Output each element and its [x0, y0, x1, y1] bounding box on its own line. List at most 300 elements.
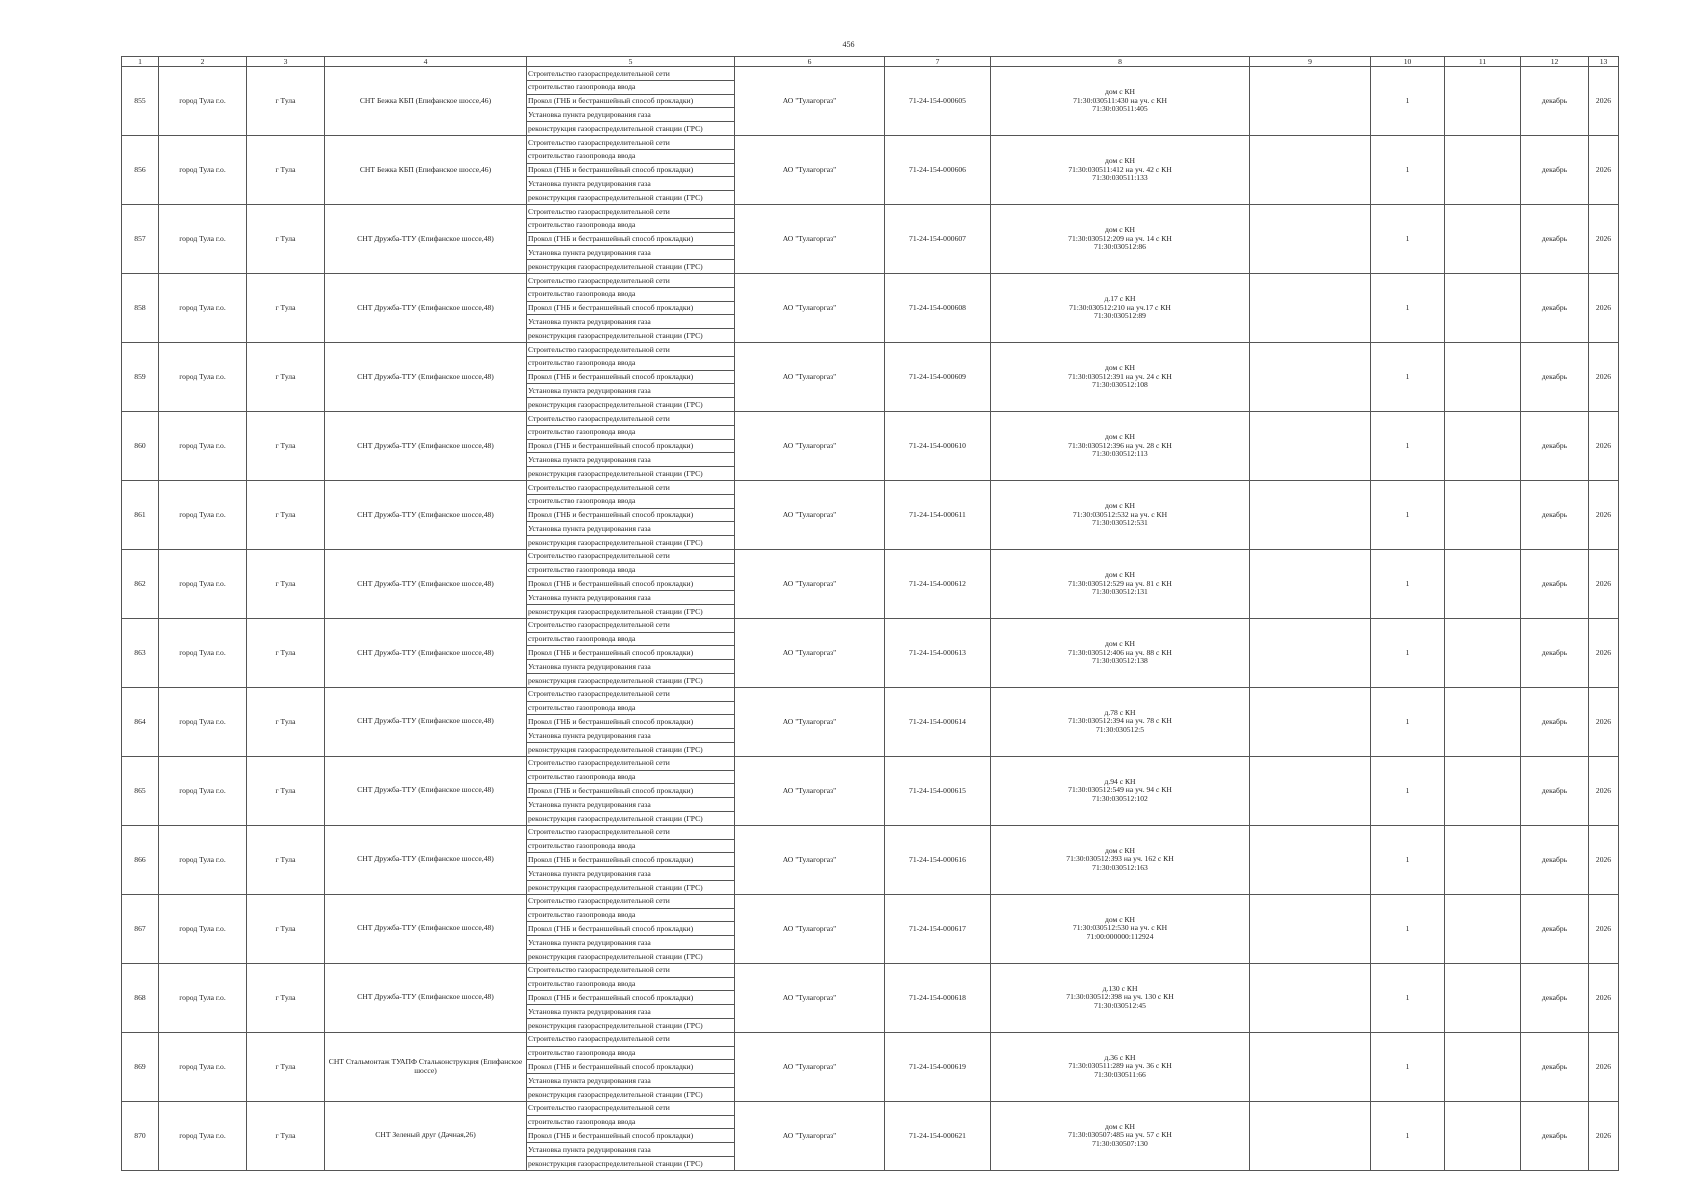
cadastral-line: дом с КН — [1104, 155, 1136, 165]
work-type-cell: Прокол (ГНБ и бестраншейный способ прокладки) — [527, 784, 735, 798]
month-cell: декабрь — [1521, 894, 1589, 963]
row-number-cell: 857 — [122, 204, 159, 273]
work-type-cell: Установка пункта редуцирования газа — [527, 660, 735, 674]
column-9-cell — [1250, 549, 1371, 618]
work-type-cell: Строительство газораспределительной сети — [527, 756, 735, 770]
work-type-cell: строительство газопровода ввода — [527, 977, 735, 991]
column-9-cell — [1250, 756, 1371, 825]
application-code-cell: 71-24-154-000614 — [885, 687, 991, 756]
column-number-header: 7 — [885, 57, 991, 67]
cadastral-line: дом с КН — [1104, 431, 1136, 441]
cadastral-line: дом с КН — [1104, 845, 1136, 855]
locality-cell: г Тула — [247, 135, 325, 204]
object-name-cell: СНТ Дружба-ТТУ (Епифанское шоссе,48) — [325, 894, 527, 963]
work-type-cell: Установка пункта редуцирования газа — [527, 522, 735, 536]
organization-cell: АО "Тулагоргаз" — [735, 549, 885, 618]
row-number-cell: 870 — [122, 1101, 159, 1170]
cadastral-line: 71:30:030511:430 на уч. с КН — [1073, 95, 1167, 105]
work-type-cell: Прокол (ГНБ и бестраншейный способ прокладки) — [527, 232, 735, 246]
month-cell: декабрь — [1521, 756, 1589, 825]
application-code-cell: 71-24-154-000612 — [885, 549, 991, 618]
year-cell: 2026 — [1589, 1032, 1619, 1101]
district-cell: город Тула г.о. — [159, 273, 247, 342]
count-cell: 1 — [1371, 67, 1445, 136]
month-cell: декабрь — [1521, 480, 1589, 549]
locality-cell: г Тула — [247, 1032, 325, 1101]
column-number-header: 9 — [1250, 57, 1371, 67]
work-type-cell: Установка пункта редуцирования газа — [527, 729, 735, 743]
organization-cell: АО "Тулагоргаз" — [735, 618, 885, 687]
work-type-cell: Установка пункта редуцирования газа — [527, 1074, 735, 1088]
work-type-cell: Прокол (ГНБ и бестраншейный способ прокладки) — [527, 370, 735, 384]
work-type-cell: Строительство газораспределительной сети — [527, 1032, 735, 1046]
work-type-cell: Установка пункта редуцирования газа — [527, 867, 735, 881]
column-9-cell — [1250, 687, 1371, 756]
table-row — [122, 963, 1619, 977]
count-cell: 1 — [1371, 480, 1445, 549]
cadastral-cell — [991, 549, 1250, 618]
cadastral-cell — [991, 480, 1250, 549]
work-type-cell: реконструкция газораспределительной станции (ГРС) — [527, 191, 735, 205]
cadastral-cell — [991, 687, 1250, 756]
column-11-cell — [1445, 411, 1521, 480]
month-cell: декабрь — [1521, 67, 1589, 136]
count-cell: 1 — [1371, 894, 1445, 963]
cadastral-line: дом с КН — [1104, 914, 1136, 924]
district-cell: город Тула г.о. — [159, 1101, 247, 1170]
month-cell: декабрь — [1521, 618, 1589, 687]
cadastral-cell — [991, 894, 1250, 963]
cadastral-line: д.78 с КН — [1104, 707, 1136, 717]
work-type-cell: реконструкция газораспределительной станции (ГРС) — [527, 1087, 735, 1101]
table-body — [122, 67, 1619, 1171]
table-row — [122, 1101, 1619, 1115]
application-code-cell: 71-24-154-000619 — [885, 1032, 991, 1101]
cadastral-line: 71:30:030512:406 на уч. 88 с КН — [1068, 647, 1172, 657]
locality-cell: г Тула — [247, 825, 325, 894]
year-cell: 2026 — [1589, 618, 1619, 687]
cadastral-line: 71:30:030512:113 — [1092, 449, 1148, 459]
object-name-cell: СНТ Бежка КБП (Епифанское шоссе,46) — [325, 67, 527, 136]
district-cell: город Тула г.о. — [159, 480, 247, 549]
object-name-cell: СНТ Дружба-ТТУ (Епифанское шоссе,48) — [325, 756, 527, 825]
work-type-cell: Прокол (ГНБ и бестраншейный способ прокладки) — [527, 853, 735, 867]
row-number-cell: 863 — [122, 618, 159, 687]
year-cell: 2026 — [1589, 411, 1619, 480]
cadastral-line: д.94 с КН — [1104, 776, 1136, 786]
organization-cell: АО "Тулагоргаз" — [735, 825, 885, 894]
work-type-cell: Установка пункта редуцирования газа — [527, 384, 735, 398]
work-type-cell: строительство газопровода ввода — [527, 1046, 735, 1060]
column-11-cell — [1445, 1101, 1521, 1170]
cadastral-line: 71:30:030512:108 — [1092, 380, 1148, 390]
gasification-registry-table — [121, 56, 1619, 1171]
month-cell: декабрь — [1521, 549, 1589, 618]
year-cell: 2026 — [1589, 963, 1619, 1032]
work-type-cell: строительство газопровода ввода — [527, 425, 735, 439]
year-cell: 2026 — [1589, 204, 1619, 273]
object-name-cell: СНТ Дружба-ТТУ (Епифанское шоссе,48) — [325, 411, 527, 480]
cadastral-line: 71:30:030507:130 — [1092, 1139, 1148, 1149]
work-type-cell: Установка пункта редуцирования газа — [527, 591, 735, 605]
work-type-cell: Установка пункта редуцирования газа — [527, 453, 735, 467]
row-number-cell: 864 — [122, 687, 159, 756]
locality-cell: г Тула — [247, 894, 325, 963]
locality-cell: г Тула — [247, 549, 325, 618]
cadastral-line: дом с КН — [1104, 86, 1136, 96]
row-number-cell: 858 — [122, 273, 159, 342]
cadastral-line: 71:30:030511:412 на уч. 42 с КН — [1068, 164, 1172, 174]
month-cell: декабрь — [1521, 963, 1589, 1032]
work-type-cell: реконструкция газораспределительной станции (ГРС) — [527, 467, 735, 481]
locality-cell: г Тула — [247, 411, 325, 480]
cadastral-line: 71:30:030512:398 на уч. 130 с КН — [1066, 992, 1174, 1002]
work-type-cell: Строительство газораспределительной сети — [527, 825, 735, 839]
column-9-cell — [1250, 135, 1371, 204]
column-number-header: 3 — [247, 57, 325, 67]
work-type-cell: строительство газопровода ввода — [527, 494, 735, 508]
object-name-cell: СНТ Стальмонтаж ТУАПФ Стальконструкция (Епифанское шоссе) — [325, 1032, 527, 1101]
year-cell: 2026 — [1589, 135, 1619, 204]
work-type-cell: Прокол (ГНБ и бестраншейный способ прокладки) — [527, 646, 735, 660]
work-type-cell: реконструкция газораспределительной станции (ГРС) — [527, 329, 735, 343]
work-type-cell: строительство газопровода ввода — [527, 701, 735, 715]
object-name-cell: СНТ Дружба-ТТУ (Епифанское шоссе,48) — [325, 825, 527, 894]
year-cell: 2026 — [1589, 549, 1619, 618]
cadastral-cell — [991, 135, 1250, 204]
work-type-cell: Установка пункта редуцирования газа — [527, 108, 735, 122]
column-11-cell — [1445, 618, 1521, 687]
work-type-cell: Прокол (ГНБ и бестраншейный способ прокладки) — [527, 715, 735, 729]
year-cell: 2026 — [1589, 825, 1619, 894]
cadastral-line: 71:30:030512:86 — [1094, 242, 1146, 252]
object-name-cell: СНТ Дружба-ТТУ (Епифанское шоссе,48) — [325, 204, 527, 273]
work-type-cell: Установка пункта редуцирования газа — [527, 798, 735, 812]
object-name-cell: СНТ Дружба-ТТУ (Епифанское шоссе,48) — [325, 549, 527, 618]
cadastral-cell — [991, 411, 1250, 480]
column-9-cell — [1250, 825, 1371, 894]
application-code-cell: 71-24-154-000615 — [885, 756, 991, 825]
cadastral-line: дом с КН — [1104, 500, 1136, 510]
work-type-cell: Прокол (ГНБ и бестраншейный способ прокладки) — [527, 439, 735, 453]
work-type-cell: Строительство газораспределительной сети — [527, 135, 735, 149]
application-code-cell: 71-24-154-000606 — [885, 135, 991, 204]
organization-cell: АО "Тулагоргаз" — [735, 963, 885, 1032]
count-cell: 1 — [1371, 1032, 1445, 1101]
count-cell: 1 — [1371, 963, 1445, 1032]
column-11-cell — [1445, 756, 1521, 825]
work-type-cell: строительство газопровода ввода — [527, 149, 735, 163]
work-type-cell: реконструкция газораспределительной станции (ГРС) — [527, 260, 735, 274]
object-name-cell: СНТ Дружба-ТТУ (Епифанское шоссе,48) — [325, 687, 527, 756]
column-number-header: 6 — [735, 57, 885, 67]
district-cell: город Тула г.о. — [159, 756, 247, 825]
column-number-header: 4 — [325, 57, 527, 67]
locality-cell: г Тула — [247, 480, 325, 549]
count-cell: 1 — [1371, 756, 1445, 825]
work-type-cell: Установка пункта редуцирования газа — [527, 177, 735, 191]
work-type-cell: реконструкция газораспределительной станции (ГРС) — [527, 605, 735, 619]
cadastral-line: 71:30:030511:289 на уч. 36 с КН — [1068, 1061, 1172, 1071]
organization-cell: АО "Тулагоргаз" — [735, 342, 885, 411]
month-cell: декабрь — [1521, 411, 1589, 480]
locality-cell: г Тула — [247, 273, 325, 342]
district-cell: город Тула г.о. — [159, 687, 247, 756]
column-9-cell — [1250, 411, 1371, 480]
cadastral-line: 71:30:030512:531 — [1092, 518, 1148, 528]
month-cell: декабрь — [1521, 1101, 1589, 1170]
organization-cell: АО "Тулагоргаз" — [735, 480, 885, 549]
cadastral-line: 71:30:030512:394 на уч. 78 с КН — [1068, 716, 1172, 726]
column-11-cell — [1445, 273, 1521, 342]
organization-cell: АО "Тулагоргаз" — [735, 756, 885, 825]
work-type-cell: реконструкция газораспределительной станции (ГРС) — [527, 812, 735, 826]
cadastral-line: 71:30:030507:485 на уч. 57 с КН — [1068, 1130, 1172, 1140]
cadastral-line: 71:30:030512:530 на уч. с КН — [1072, 923, 1168, 933]
work-type-cell: реконструкция газораспределительной станции (ГРС) — [527, 398, 735, 412]
cadastral-line: дом с КН — [1104, 569, 1136, 579]
district-cell: город Тула г.о. — [159, 67, 247, 136]
cadastral-line: дом с КН — [1104, 224, 1136, 234]
cadastral-line: д.130 с КН — [1102, 983, 1138, 993]
year-cell: 2026 — [1589, 67, 1619, 136]
work-type-cell: Строительство газораспределительной сети — [527, 411, 735, 425]
application-code-cell: 71-24-154-000621 — [885, 1101, 991, 1170]
column-9-cell — [1250, 480, 1371, 549]
count-cell: 1 — [1371, 273, 1445, 342]
object-name-cell: СНТ Дружба-ТТУ (Епифанское шоссе,48) — [325, 273, 527, 342]
organization-cell: АО "Тулагоргаз" — [735, 1101, 885, 1170]
table-header — [122, 57, 1619, 67]
work-type-cell: Прокол (ГНБ и бестраншейный способ прокладки) — [527, 508, 735, 522]
column-11-cell — [1445, 963, 1521, 1032]
year-cell: 2026 — [1589, 273, 1619, 342]
year-cell: 2026 — [1589, 894, 1619, 963]
count-cell: 1 — [1371, 687, 1445, 756]
table-row — [122, 618, 1619, 632]
work-type-cell: реконструкция газораспределительной станции (ГРС) — [527, 881, 735, 895]
table-row — [122, 1032, 1619, 1046]
work-type-cell: Прокол (ГНБ и бестраншейный способ прокладки) — [527, 163, 735, 177]
column-number-header: 13 — [1589, 57, 1619, 67]
work-type-cell: Прокол (ГНБ и бестраншейный способ прокладки) — [527, 94, 735, 108]
cadastral-cell — [991, 963, 1250, 1032]
count-cell: 1 — [1371, 549, 1445, 618]
work-type-cell: Строительство газораспределительной сети — [527, 549, 735, 563]
district-cell: город Тула г.о. — [159, 135, 247, 204]
year-cell: 2026 — [1589, 756, 1619, 825]
work-type-cell: строительство газопровода ввода — [527, 563, 735, 577]
cadastral-line: 71:30:030512:163 — [1092, 863, 1148, 873]
object-name-cell: СНТ Дружба-ТТУ (Епифанское шоссе,48) — [325, 342, 527, 411]
application-code-cell: 71-24-154-000618 — [885, 963, 991, 1032]
column-9-cell — [1250, 963, 1371, 1032]
cadastral-line: дом с КН — [1104, 638, 1136, 648]
year-cell: 2026 — [1589, 342, 1619, 411]
table-row — [122, 894, 1619, 908]
work-type-cell: Установка пункта редуцирования газа — [527, 315, 735, 329]
row-number-cell: 860 — [122, 411, 159, 480]
month-cell: декабрь — [1521, 687, 1589, 756]
column-9-cell — [1250, 1101, 1371, 1170]
cadastral-line: 71:30:030512:209 на уч. 14 с КН — [1068, 233, 1172, 243]
month-cell: декабрь — [1521, 342, 1589, 411]
cadastral-cell — [991, 1101, 1250, 1170]
object-name-cell: СНТ Бежка КБП (Епифанское шоссе,46) — [325, 135, 527, 204]
district-cell: город Тула г.о. — [159, 894, 247, 963]
column-11-cell — [1445, 549, 1521, 618]
column-number-row — [122, 57, 1619, 67]
work-type-cell: строительство газопровода ввода — [527, 218, 735, 232]
column-number-header: 2 — [159, 57, 247, 67]
count-cell: 1 — [1371, 618, 1445, 687]
column-number-header: 12 — [1521, 57, 1589, 67]
column-11-cell — [1445, 480, 1521, 549]
district-cell: город Тула г.о. — [159, 411, 247, 480]
work-type-cell: реконструкция газораспределительной станции (ГРС) — [527, 122, 735, 136]
row-number-cell: 867 — [122, 894, 159, 963]
row-number-cell: 861 — [122, 480, 159, 549]
cadastral-line: 71:30:030512:549 на уч. 94 с КН — [1068, 785, 1172, 795]
month-cell: декабрь — [1521, 1032, 1589, 1101]
work-type-cell: Строительство газораспределительной сети — [527, 342, 735, 356]
cadastral-line: 71:00:000000:112924 — [1086, 932, 1154, 942]
work-type-cell: Строительство газораспределительной сети — [527, 1101, 735, 1115]
organization-cell: АО "Тулагоргаз" — [735, 411, 885, 480]
column-11-cell — [1445, 135, 1521, 204]
work-type-cell: строительство газопровода ввода — [527, 1115, 735, 1129]
column-11-cell — [1445, 67, 1521, 136]
work-type-cell: Установка пункта редуцирования газа — [527, 1143, 735, 1157]
application-code-cell: 71-24-154-000605 — [885, 67, 991, 136]
count-cell: 1 — [1371, 204, 1445, 273]
column-11-cell — [1445, 825, 1521, 894]
cadastral-line: д.36 с КН — [1104, 1052, 1136, 1062]
cadastral-line: 71:30:030512:5 — [1095, 725, 1145, 735]
column-11-cell — [1445, 342, 1521, 411]
year-cell: 2026 — [1589, 480, 1619, 549]
row-number-cell: 865 — [122, 756, 159, 825]
table-row — [122, 67, 1619, 81]
row-number-cell: 862 — [122, 549, 159, 618]
object-name-cell: СНТ Дружба-ТТУ (Епифанское шоссе,48) — [325, 618, 527, 687]
organization-cell: АО "Тулагоргаз" — [735, 894, 885, 963]
row-number-cell: 869 — [122, 1032, 159, 1101]
cadastral-line: дом с КН — [1104, 362, 1136, 372]
work-type-cell: строительство газопровода ввода — [527, 908, 735, 922]
count-cell: 1 — [1371, 342, 1445, 411]
table-row — [122, 549, 1619, 563]
table-row — [122, 342, 1619, 356]
work-type-cell: Строительство газораспределительной сети — [527, 894, 735, 908]
row-number-cell: 859 — [122, 342, 159, 411]
cadastral-line: 71:30:030512:45 — [1094, 1001, 1146, 1011]
locality-cell: г Тула — [247, 1101, 325, 1170]
locality-cell: г Тула — [247, 204, 325, 273]
column-number-header: 10 — [1371, 57, 1445, 67]
cadastral-cell — [991, 825, 1250, 894]
object-name-cell: СНТ Дружба-ТТУ (Епифанское шоссе,48) — [325, 963, 527, 1032]
year-cell: 2026 — [1589, 1101, 1619, 1170]
cadastral-line: 71:30:030512:396 на уч. 28 с КН — [1068, 440, 1172, 450]
table-row — [122, 756, 1619, 770]
column-9-cell — [1250, 273, 1371, 342]
cadastral-cell — [991, 1032, 1250, 1101]
column-9-cell — [1250, 67, 1371, 136]
column-9-cell — [1250, 342, 1371, 411]
column-9-cell — [1250, 1032, 1371, 1101]
work-type-cell: реконструкция газораспределительной станции (ГРС) — [527, 1156, 735, 1170]
district-cell: город Тула г.о. — [159, 618, 247, 687]
count-cell: 1 — [1371, 825, 1445, 894]
row-number-cell: 866 — [122, 825, 159, 894]
row-number-cell: 868 — [122, 963, 159, 1032]
work-type-cell: Прокол (ГНБ и бестраншейный способ прокладки) — [527, 301, 735, 315]
work-type-cell: строительство газопровода ввода — [527, 839, 735, 853]
month-cell: декабрь — [1521, 273, 1589, 342]
work-type-cell: Строительство газораспределительной сети — [527, 204, 735, 218]
cadastral-cell — [991, 204, 1250, 273]
work-type-cell: Строительство газораспределительной сети — [527, 687, 735, 701]
table-row — [122, 687, 1619, 701]
cadastral-cell — [991, 67, 1250, 136]
count-cell: 1 — [1371, 1101, 1445, 1170]
table-row — [122, 273, 1619, 287]
cadastral-line: д.17 с КН — [1104, 293, 1136, 303]
work-type-cell: Строительство газораспределительной сети — [527, 273, 735, 287]
organization-cell: АО "Тулагоргаз" — [735, 1032, 885, 1101]
table-row — [122, 480, 1619, 494]
column-9-cell — [1250, 618, 1371, 687]
table-row — [122, 135, 1619, 149]
year-cell: 2026 — [1589, 687, 1619, 756]
application-code-cell: 71-24-154-000609 — [885, 342, 991, 411]
locality-cell: г Тула — [247, 756, 325, 825]
column-number-header: 5 — [527, 57, 735, 67]
object-name-cell: СНТ Дружба-ТТУ (Епифанское шоссе,48) — [325, 480, 527, 549]
cadastral-cell — [991, 618, 1250, 687]
cadastral-cell — [991, 342, 1250, 411]
work-type-cell: Строительство газораспределительной сети — [527, 480, 735, 494]
cadastral-line: 71:30:030511:405 — [1092, 104, 1148, 114]
cadastral-line: 71:30:030512:89 — [1094, 311, 1146, 321]
work-type-cell: Строительство газораспределительной сети — [527, 963, 735, 977]
count-cell: 1 — [1371, 411, 1445, 480]
organization-cell: АО "Тулагоргаз" — [735, 687, 885, 756]
application-code-cell: 71-24-154-000617 — [885, 894, 991, 963]
column-11-cell — [1445, 1032, 1521, 1101]
locality-cell: г Тула — [247, 342, 325, 411]
column-11-cell — [1445, 894, 1521, 963]
cadastral-line: 71:30:030512:532 на уч. с КН — [1072, 509, 1168, 519]
month-cell: декабрь — [1521, 135, 1589, 204]
work-type-cell: строительство газопровода ввода — [527, 287, 735, 301]
work-type-cell: Установка пункта редуцирования газа — [527, 936, 735, 950]
work-type-cell: Прокол (ГНБ и бестраншейный способ прокладки) — [527, 991, 735, 1005]
application-code-cell: 71-24-154-000610 — [885, 411, 991, 480]
cadastral-line: 71:30:030512:391 на уч. 24 с КН — [1068, 371, 1172, 381]
work-type-cell: реконструкция газораспределительной станции (ГРС) — [527, 674, 735, 688]
cadastral-line: 71:30:030512:393 на уч. 162 с КН — [1066, 854, 1174, 864]
locality-cell: г Тула — [247, 618, 325, 687]
column-11-cell — [1445, 687, 1521, 756]
month-cell: декабрь — [1521, 825, 1589, 894]
column-number-header: 11 — [1445, 57, 1521, 67]
object-name-cell: СНТ Зеленый друг (Дачная,26) — [325, 1101, 527, 1170]
work-type-cell: Прокол (ГНБ и бестраншейный способ прокладки) — [527, 1129, 735, 1143]
application-code-cell: 71-24-154-000613 — [885, 618, 991, 687]
count-cell: 1 — [1371, 135, 1445, 204]
